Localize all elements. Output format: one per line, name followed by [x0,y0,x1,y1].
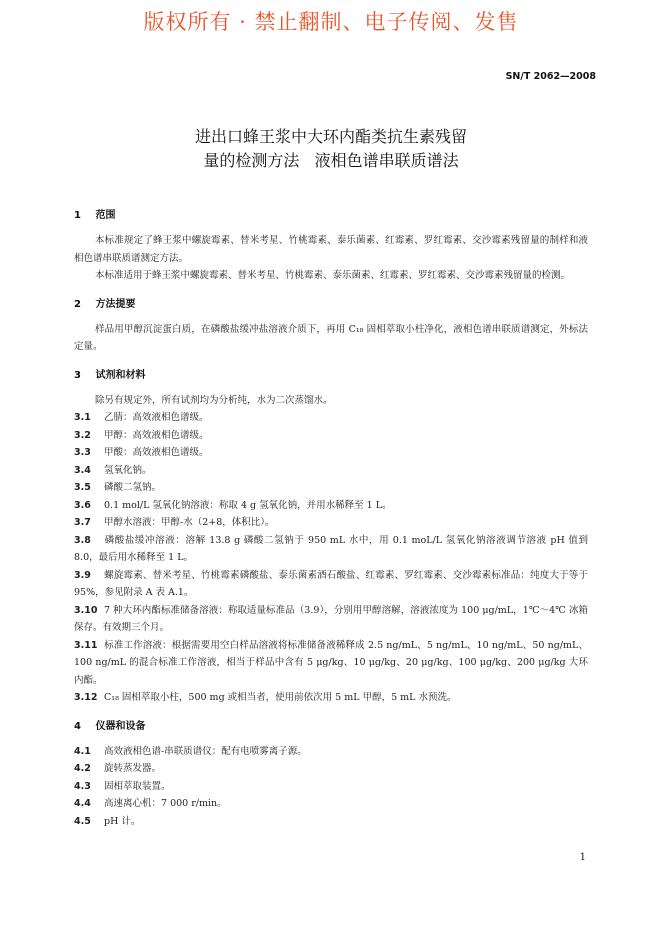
list-item [74,813,588,831]
item-number: 3.3 [74,447,91,458]
list-item [74,689,588,707]
item-text: 氢氧化钠。 [104,464,152,476]
list-item [74,602,588,637]
list-item [74,795,588,813]
section-heading-apparatus [74,717,588,737]
list-item [74,743,588,761]
item-text: 标准工作溶液：根据需要用空白样品溶液将标准储备液稀释成 2.5 ng/mL、5 ng/mL、10 ng/mL、50 ng/mL、100 ng/mL 的混合标准工作溶液，相当于样品中含有 5 μg/kg、10 μg/kg、20 μg/kg、100 μg/kg、200 μg/kg 大环内酯。 [74,639,589,686]
item-number: 3.1 [74,412,91,423]
item-number: 3.5 [74,482,91,493]
item-text: 乙腈：高效液相色谱级。 [104,412,209,423]
item-text: C₁₈ 固相萃取小柱，500 mg 或相当者，使用前依次用 5 mL 甲醇，5 mL 水预洗。 [104,692,457,703]
list-item [74,567,588,602]
list-item [74,532,588,567]
list-item [74,427,588,445]
title-line-1: 进出口蜂王浆中大环内酯类抗生素残留 [194,127,467,146]
paragraph: 本标准规定了蜂王浆中螺旋霉素、替米考星、竹桃霉素、泰乐菌素、红霉素、罗红霉素、交沙霉素残留量的制样和液相色谱串联质谱测定方法。 [74,235,588,264]
item-text: 高效液相色谱-串联质谱仪：配有电喷雾离子源。 [104,745,307,757]
section-title: 范围 [95,210,116,221]
title-line-2: 量的检测方法 液相色谱串联质谱法 [203,151,459,170]
list-item [74,778,588,796]
item-number: 3.11 [74,639,98,651]
section-title: 仪器和设备 [95,720,146,732]
item-text: 高速离心机：7 000 r/min。 [104,798,227,809]
item-number: 4.3 [74,780,91,792]
copyright-watermark: 版权所有 · 禁止翻制、电子传阅、发售 [143,10,519,34]
list-item [74,444,588,462]
section-heading-method-summary [74,295,588,315]
section-number: 3 [74,369,81,381]
section-heading-reagents [74,366,588,386]
item-text: 磷酸二氢钠。 [104,482,162,493]
item-text: 螺旋霉素、替米考星、竹桃霉素磷酸盐、泰乐菌素酒石酸盐、红霉素、罗红霉素、交沙霉素标准品：纯度大于等于 95%，参见附录 A 表 A.1。 [74,569,588,598]
list-item [74,479,588,497]
item-text: 甲醇：高效液相色谱级。 [104,429,209,441]
page-number: 1 [579,852,586,863]
item-number: 3.8 [74,534,91,546]
paragraph: 样品用甲醇沉淀蛋白质，在磷酸盐缓冲盐溶液介质下，再用 C₁₈ 固相萃取小柱净化，液相色谱串联质谱测定，外标法定量。 [74,323,588,352]
item-number: 4.1 [74,745,91,757]
list-item [74,760,588,778]
item-number: 3.6 [74,499,91,511]
item-number: 3.2 [74,429,91,441]
item-text: 旋转蒸发器。 [104,763,162,774]
list-item [74,462,588,480]
section-number: 1 [74,210,81,221]
list-item [74,409,588,427]
item-text: 甲醇水溶液：甲醇-水（2+8，体积比）。 [104,517,275,528]
section-title: 试剂和材料 [95,369,146,381]
section-title: 方法提要 [95,298,136,310]
item-text: 甲酸：高效液相色谱级。 [104,447,209,458]
item-number: 3.10 [74,604,98,616]
item-number: 4.4 [74,798,91,809]
list-item [74,637,588,690]
item-number: 4.5 [74,815,91,827]
item-number: 4.2 [74,763,91,774]
section-heading-scope [74,206,588,226]
item-text: 7 种大环内酯标准储备溶液：称取适量标准品（3.9），分别用甲醇溶解，溶液浓度为 100 μg/mL，1℃～4℃ 冰箱保存。有效期三个月。 [74,604,588,633]
section-number: 4 [74,720,81,732]
item-text: 磷酸盐缓冲溶液：溶解 13.8 g 磷酸二氢钠于 950 mL 水中，用 0.1 moL/L 氢氧化钠溶液调节溶液 pH 值到 8.0，最后用水稀释至 1 L。 [74,534,588,563]
item-text: 固相萃取装置。 [104,780,171,792]
section-number: 2 [74,298,81,310]
item-number: 3.9 [74,569,91,581]
paragraph: 本标准适用于蜂王浆中螺旋霉素、替米考星、竹桃霉素、泰乐菌素、红霉素、罗红霉素、交沙霉素残留量的检测。 [95,270,571,281]
standard-code: SN/T 2062—2008 [505,71,596,82]
paragraph: 除另有规定外，所有试剂均为分析纯，水为二次蒸馏水。 [95,394,333,406]
list-item [74,497,588,515]
item-text: 0.1 mol/L 氢氧化钠溶液：称取 4 g 氢氧化钠，并用水稀释至 1 L。 [104,499,392,511]
item-number: 3.12 [74,692,98,703]
item-number: 3.4 [74,464,91,476]
list-item [74,514,588,532]
item-number: 3.7 [74,517,91,528]
item-text: pH 计。 [104,815,141,827]
document-title [0,125,662,173]
document-body [74,206,588,830]
